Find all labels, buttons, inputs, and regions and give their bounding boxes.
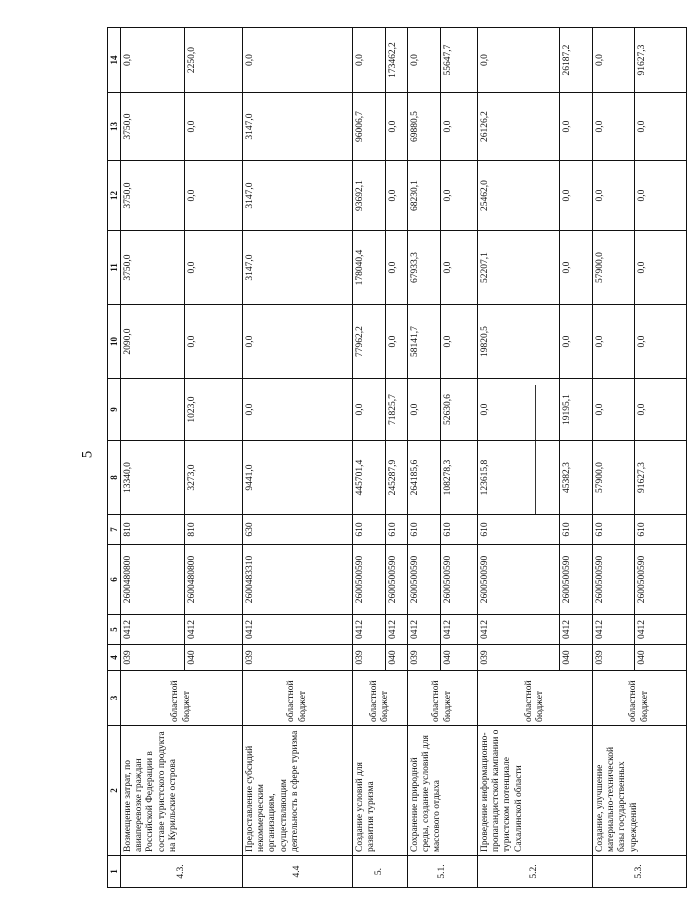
year-2014: 19195,1 [560, 379, 593, 441]
year-2019: 0,0 [121, 28, 185, 93]
target-article-code: 2600500590 [408, 545, 441, 615]
year-2014: 0,0 [478, 379, 560, 441]
ministry-code: 040 [185, 645, 243, 671]
year-2015: 2090,0 [121, 305, 185, 379]
expense-type-code: 610 [386, 515, 408, 545]
funding-source: областной бюджет [121, 671, 243, 726]
section-code: 0412 [635, 615, 687, 645]
year-2018: 0,0 [560, 93, 593, 161]
expense-type-code: 610 [593, 515, 635, 545]
expense-type-code: 610 [441, 515, 478, 545]
year-2017: 25462,0 [478, 161, 560, 231]
column-number: 13 [108, 93, 121, 161]
year-2015: 0,0 [441, 305, 478, 379]
year-2014: 0,0 [353, 379, 386, 441]
year-2019: 0,0 [478, 28, 560, 93]
column-number: 14 [108, 28, 121, 93]
year-2014: 0,0 [408, 379, 441, 441]
year-2019: 173462,2 [386, 28, 408, 93]
ministry-code: 040 [635, 645, 687, 671]
total: 3273,0 [185, 441, 243, 515]
budget-table [107, 27, 687, 888]
table-row [243, 28, 353, 888]
year-2014: 52630,6 [441, 379, 478, 441]
year-2016: 57900,0 [593, 231, 635, 305]
column-number: 4 [108, 645, 121, 671]
row-name: Сохранение природной среды, создание условий для массового отдыха [408, 726, 478, 856]
year-2017: 0,0 [441, 161, 478, 231]
ministry-code: 039 [593, 645, 635, 671]
column-number: 3 [108, 671, 121, 726]
row-number: 5.3. [593, 856, 687, 888]
year-2015: 0,0 [185, 305, 243, 379]
column-number: 1 [108, 856, 121, 888]
year-2015: 0,0 [386, 305, 408, 379]
table-body [108, 28, 687, 888]
table-row [408, 28, 441, 888]
section-code: 0412 [478, 615, 560, 645]
year-2019: 55647,7 [441, 28, 478, 93]
target-article-code: 2600500590 [478, 545, 560, 615]
total: 9441,0 [243, 441, 353, 515]
ministry-code: 040 [441, 645, 478, 671]
year-2019: 0,0 [353, 28, 386, 93]
rotated-table-container [107, 28, 650, 888]
column-number: 5 [108, 615, 121, 645]
ministry-code: 039 [121, 645, 185, 671]
year-2015: 0,0 [243, 305, 353, 379]
year-2016: 178040,4 [353, 231, 386, 305]
row-name: Создание условий для развития туризма [353, 726, 408, 856]
column-number: 10 [108, 305, 121, 379]
year-2016: 0,0 [185, 231, 243, 305]
year-2018: 0,0 [635, 93, 687, 161]
column-number: 12 [108, 161, 121, 231]
target-article-code: 2600500590 [593, 545, 635, 615]
year-2017: 93692,1 [353, 161, 386, 231]
year-2017: 0,0 [185, 161, 243, 231]
expense-type-code: 610 [635, 515, 687, 545]
year-2019: 0,0 [408, 28, 441, 93]
year-2016: 0,0 [441, 231, 478, 305]
target-article-code: 2600500590 [635, 545, 687, 615]
year-2014: 0,0 [635, 379, 687, 441]
ministry-code: 040 [560, 645, 593, 671]
funding-source: областной бюджет [353, 671, 408, 726]
year-2016: 3147,0 [243, 231, 353, 305]
year-2019: 91627,3 [635, 28, 687, 93]
row-number: 4.4 [243, 856, 353, 888]
year-2015: 0,0 [560, 305, 593, 379]
target-article-code: 2600483310 [243, 545, 353, 615]
row-name: Создание, улучшение материально-технической базы государственных учреждений [593, 726, 687, 856]
funding-source: областной бюджет [408, 671, 478, 726]
table-row [121, 28, 185, 888]
year-2016: 0,0 [386, 231, 408, 305]
year-2017: 3750,0 [121, 161, 185, 231]
section-code: 0412 [408, 615, 441, 645]
target-article-code: 2600480800 [121, 545, 185, 615]
year-2014: 1023,0 [185, 379, 243, 441]
year-2017: 3147,0 [243, 161, 353, 231]
column-number: 8 [108, 441, 121, 515]
year-2015: 0,0 [635, 305, 687, 379]
ministry-code: 040 [386, 645, 408, 671]
column-number: 6 [108, 545, 121, 615]
total: 245287,9 [386, 441, 408, 515]
section-code: 0412 [185, 615, 243, 645]
section-code: 0412 [593, 615, 635, 645]
year-2016: 0,0 [560, 231, 593, 305]
year-2014: 0,0 [593, 379, 635, 441]
year-2018: 0,0 [441, 93, 478, 161]
funding-source: областной бюджет [593, 671, 687, 726]
year-2017: 0,0 [386, 161, 408, 231]
total: 91627,3 [635, 441, 687, 515]
section-code: 0412 [121, 615, 185, 645]
total: 445701,4 [353, 441, 386, 515]
year-2016: 3750,0 [121, 231, 185, 305]
year-2018: 3147,0 [243, 93, 353, 161]
target-article-code: 2600500590 [353, 545, 386, 615]
section-code: 0412 [243, 615, 353, 645]
ministry-code: 039 [408, 645, 441, 671]
year-2017: 0,0 [635, 161, 687, 231]
ministry-code: 039 [478, 645, 560, 671]
table-row [593, 28, 635, 888]
year-2019: 0,0 [593, 28, 635, 93]
year-2018: 96006,7 [353, 93, 386, 161]
column-number: 2 [108, 726, 121, 856]
section-code: 0412 [441, 615, 478, 645]
total: 45382,3 [560, 441, 593, 515]
year-2019: 0,0 [243, 28, 353, 93]
page-number: 5 [79, 450, 96, 459]
year-2016: 52207,1 [478, 231, 560, 305]
table-row [478, 28, 560, 888]
total: 108278,3 [441, 441, 478, 515]
year-2018: 0,0 [185, 93, 243, 161]
row-name: Возмещение затрат, по авиаперевозке граждан Российской Федерации в составе туристского продукта на Курильские острова [121, 726, 243, 856]
expense-type-code: 810 [121, 515, 185, 545]
expense-type-code: 610 [353, 515, 386, 545]
column-number: 11 [108, 231, 121, 305]
year-2015: 77962,2 [353, 305, 386, 379]
section-code: 0412 [353, 615, 386, 645]
expense-type-code: 610 [408, 515, 441, 545]
row-number: 4.3. [121, 856, 243, 888]
year-2015: 19820,5 [478, 305, 560, 379]
year-2018: 3750,0 [121, 93, 185, 161]
year-2019: 26187,2 [560, 28, 593, 93]
year-2018: 0,0 [593, 93, 635, 161]
year-2016: 67933,3 [408, 231, 441, 305]
target-article-code: 2600480800 [185, 545, 243, 615]
target-article-code: 2600500590 [441, 545, 478, 615]
total: 264185,6 [408, 441, 441, 515]
table-row [353, 28, 386, 888]
ministry-code: 039 [353, 645, 386, 671]
column-number: 9 [108, 379, 121, 441]
year-2014: 0,0 [243, 379, 353, 441]
expense-type-code: 630 [243, 515, 353, 545]
year-2018: 26126,2 [478, 93, 560, 161]
row-name: Проведение информационно-пропагандистской кампании о туристском потенциале Сахалинской области [478, 726, 593, 856]
expense-type-code: 610 [478, 515, 560, 545]
section-code: 0412 [560, 615, 593, 645]
row-number: 5.1. [408, 856, 478, 888]
year-2017: 0,0 [560, 161, 593, 231]
year-2017: 0,0 [593, 161, 635, 231]
row-number: 5. [353, 856, 408, 888]
ministry-code: 039 [243, 645, 353, 671]
total: 123615,8 [478, 441, 560, 515]
year-2017: 68230,1 [408, 161, 441, 231]
target-article-code: 2600500590 [560, 545, 593, 615]
total: 13340,0 [121, 441, 185, 515]
expense-type-code: 810 [185, 515, 243, 545]
column-number-row [108, 28, 121, 888]
year-2015: 58141,7 [408, 305, 441, 379]
year-2014: 71825,7 [386, 379, 408, 441]
funding-source: областной бюджет [243, 671, 353, 726]
section-code: 0412 [386, 615, 408, 645]
year-2014 [121, 379, 185, 441]
row-name: Предоставление субсидий некоммерческим организациям, осуществляющим деятельность в сфере туризма [243, 726, 353, 856]
total: 57900,0 [593, 441, 635, 515]
funding-source: областной бюджет [478, 671, 593, 726]
year-2018: 69880,5 [408, 93, 441, 161]
year-2019: 2250,0 [185, 28, 243, 93]
year-2015: 0,0 [593, 305, 635, 379]
year-2016: 0,0 [635, 231, 687, 305]
year-2018: 0,0 [386, 93, 408, 161]
column-number: 7 [108, 515, 121, 545]
target-article-code: 2600500590 [386, 545, 408, 615]
expense-type-code: 610 [560, 515, 593, 545]
row-number: 5.2. [478, 856, 593, 888]
